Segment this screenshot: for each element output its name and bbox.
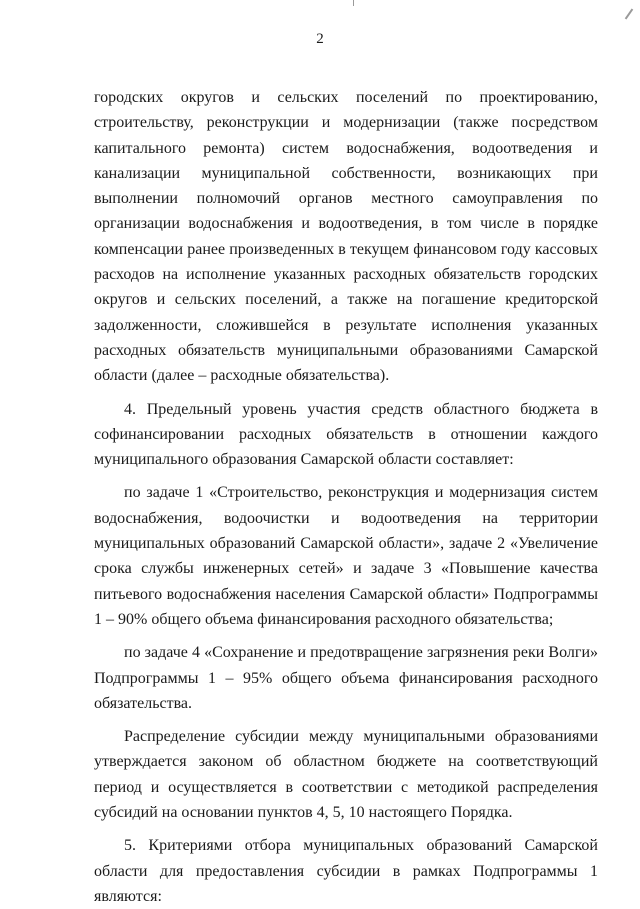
paragraph-distribution: Распределение субсидии между муниципальными образованиями утверждается законом об областном бюджете на соответствующий период и осуществляется в соответствии с методикой распределения субсидий на основании пунктов 4, 5, 10 настоящего Порядка. — [94, 728, 598, 822]
scan-mark-top-right — [625, 9, 634, 20]
page-number: 2 — [316, 31, 324, 47]
paragraph-tasks-1-3: по задаче 1 «Строительство, реконструкция и модернизация систем водоснабжения, водоочистки и водоотведения на территории муниципальных образований Самарской области», задаче 2 «Увеличение срока службы инженерных сетей» и задаче 3 «Повышение качества питьевого водоснабжения населения Самарской области» Подпрограммы 1 – 90% общего объема финансирования расходного обязательства; — [94, 484, 598, 628]
paragraph-item-4: 4. Предельный уровень участия средств областного бюджета в софинансировании расходных обязательств в отношении каждого муниципального образования Самарской области составляет: — [94, 400, 598, 469]
paragraph-item-5: 5. Критериями отбора муниципальных образований Самарской области для предоставления субсидии в рамках Подпрограммы 1 являются: — [94, 837, 598, 905]
document-body — [94, 85, 598, 909]
paragraph-continuation: городских округов и сельских поселений по проектированию, строительству, реконструкции и модернизации (также посредством капитального ремонта) систем водоснабжения, водоотведения и канализации муниципальной собственности, возникающих при выполнении полномочий органов местного самоуправления по организации водоснабжения и водоотведения, в том числе в порядке компенсации ранее произведенных в текущем финансовом году кассовых расходов на исполнение указанных расходных обязательств городских округов и сельских поселений, а также на погашение кредиторской задолженности, сложившейся в результате исполнения указанных расходных обязательств муниципальными образованиями Самарской области (далее – расходные обязательства). — [94, 89, 598, 385]
paragraph-task-4: по задаче 4 «Сохранение и предотвращение загрязнения реки Волги» Подпрограммы 1 – 95% общего объема финансирования расходного обязательства. — [94, 644, 598, 712]
scan-mark-top — [353, 0, 354, 6]
